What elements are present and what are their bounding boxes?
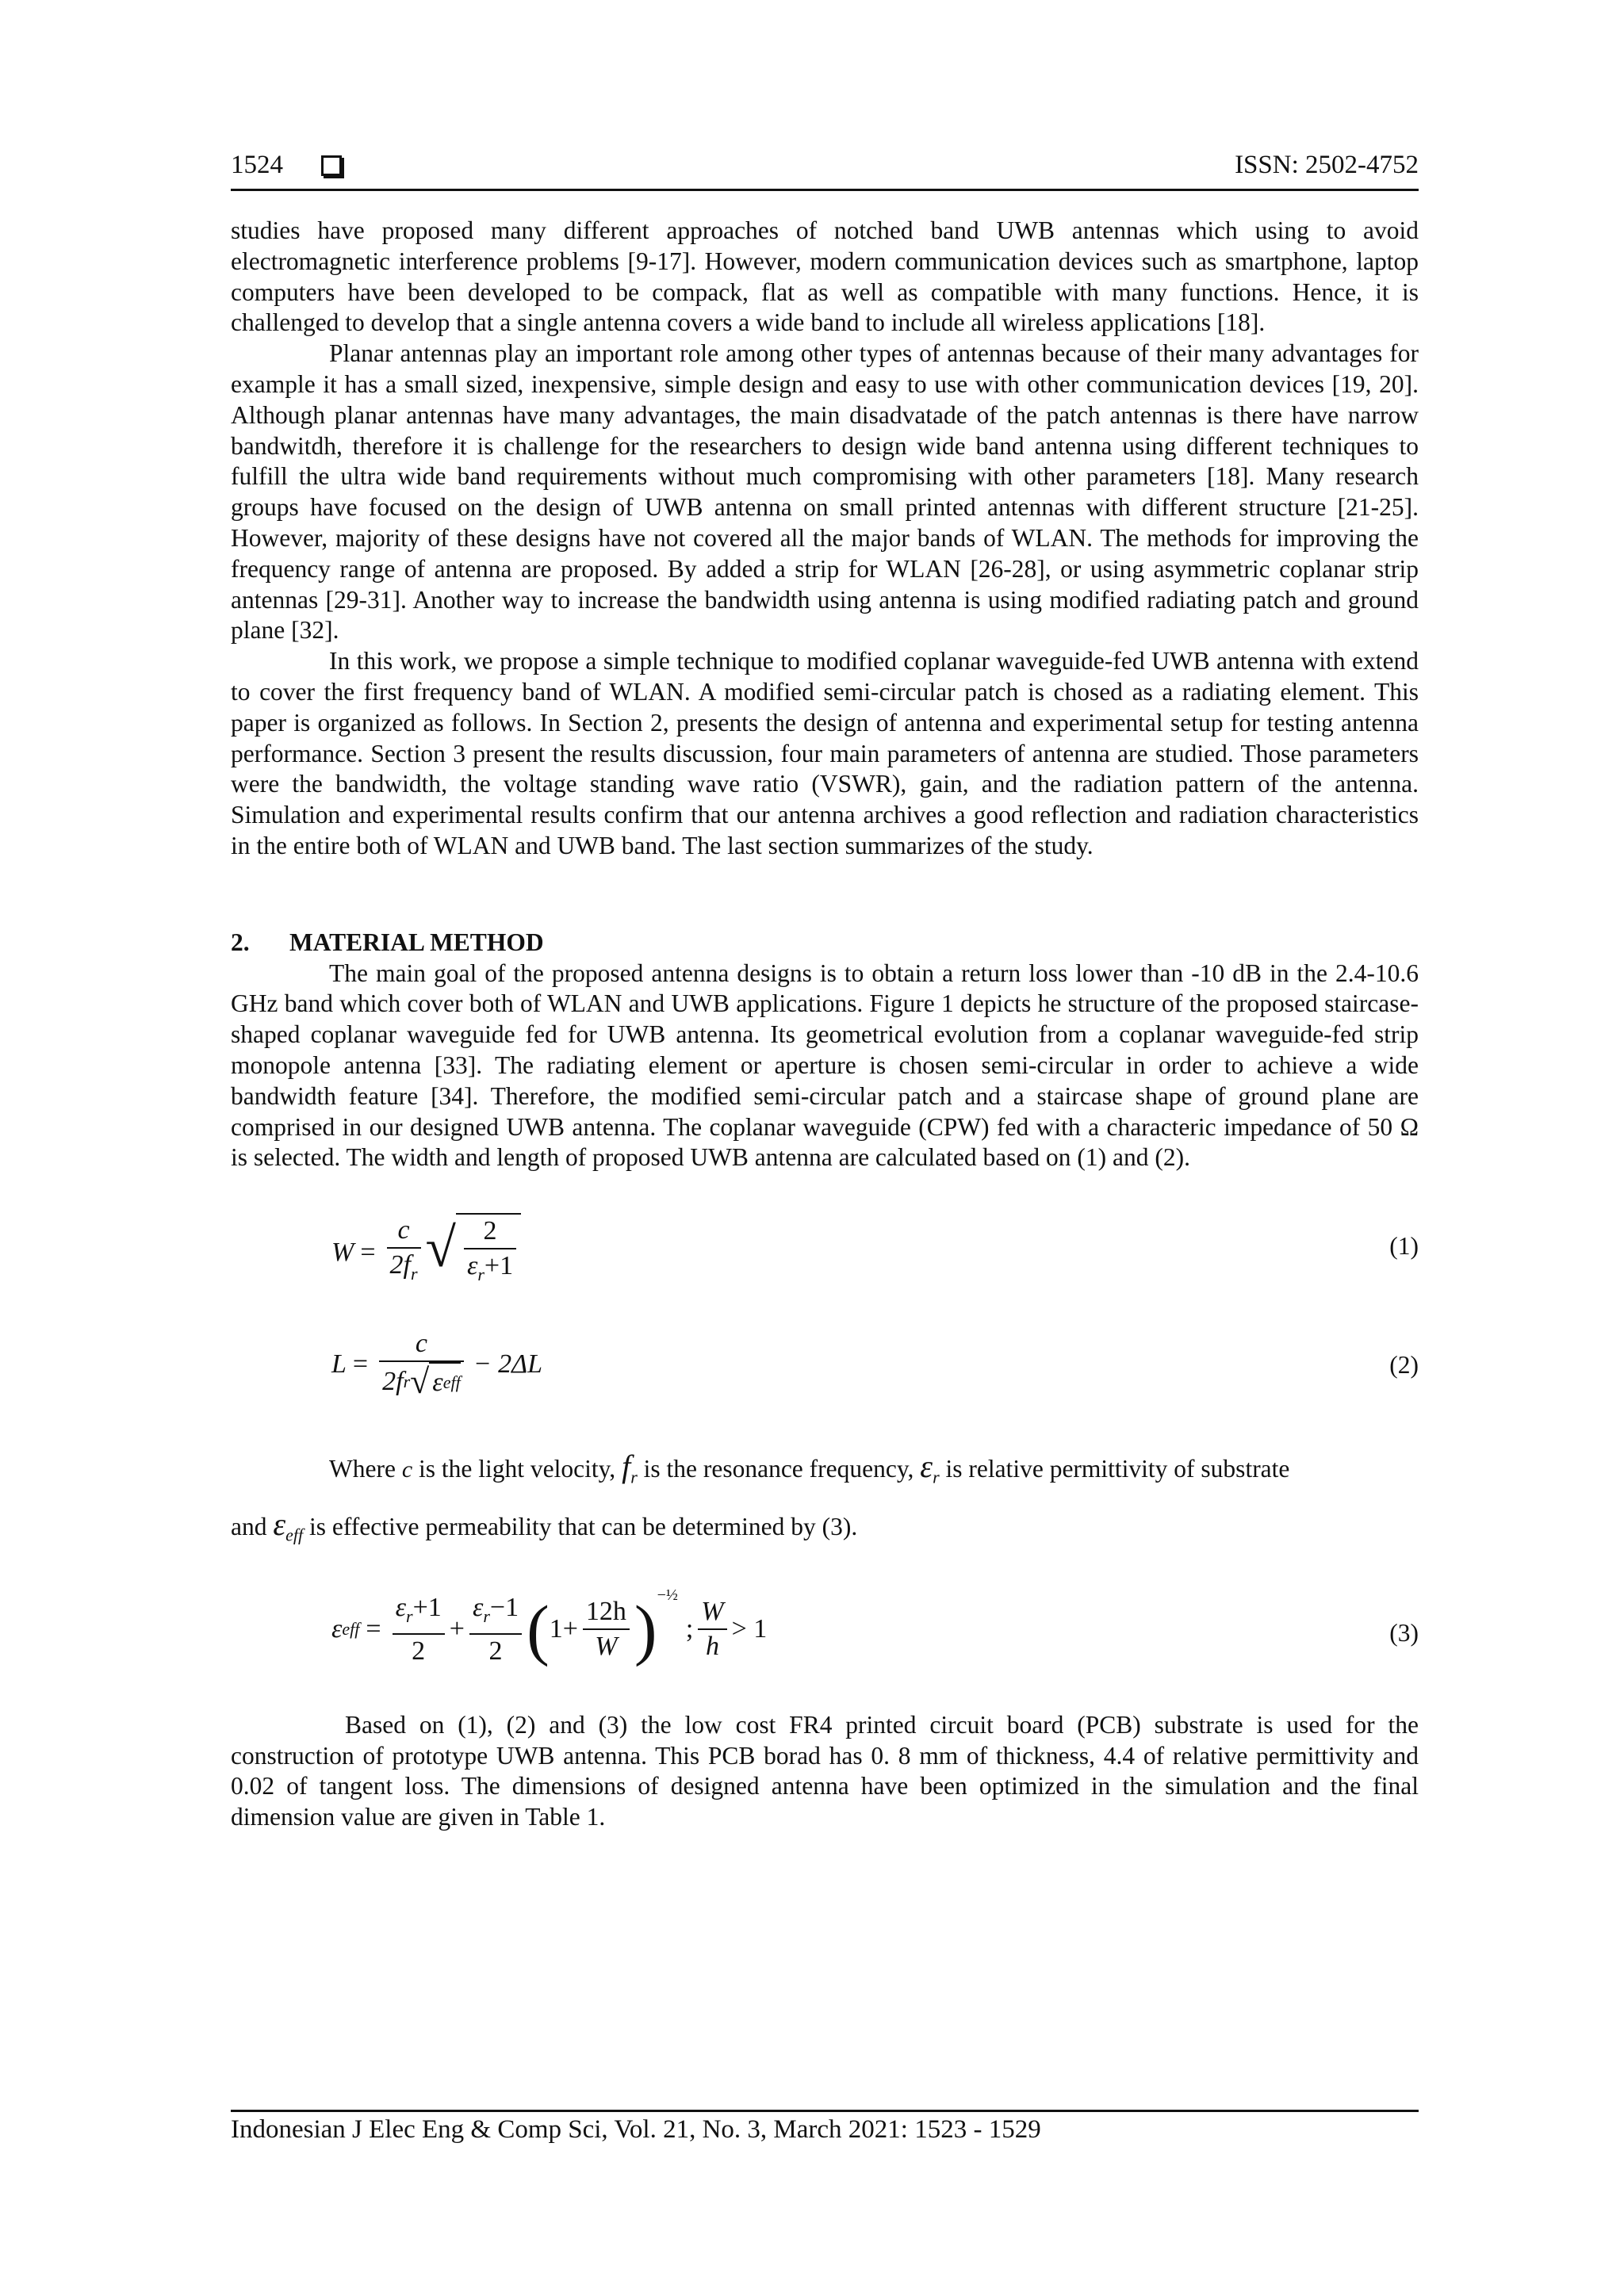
equation-1-label: (1) xyxy=(1389,1232,1419,1261)
issn: ISSN: 2502-4752 xyxy=(1235,151,1419,179)
eq3-lhs: ε xyxy=(331,1614,343,1644)
equation-3-body xyxy=(331,1586,768,1668)
paragraph-7: Based on (1), (2) and (3) the low cost FR4 printed circuit board (PCB) substrate is used for the construction of prototype UWB antenna. This PCB borad has 0. 8 mm of thickness, 4.4 of relative permittivity and 0.02 of tangent loss. The dimensions of designed antenna have been optimized in the simulation and the final dimension value are given in Table 1. xyxy=(231,1710,1419,1831)
eq3-fraction-1 xyxy=(393,1591,445,1668)
eq3-cond-num: W xyxy=(701,1597,724,1627)
eq2-lhs: L xyxy=(331,1349,347,1380)
p5-relative-permittivity: is relative permittivity of substrate xyxy=(945,1455,1290,1483)
eq1-lhs: W xyxy=(331,1237,354,1267)
page-header xyxy=(231,151,1419,190)
eq3-f1-tail: +1 xyxy=(412,1592,442,1622)
eq2-tail: − 2ΔL xyxy=(473,1349,542,1380)
eq3-cond-tail: > 1 xyxy=(731,1614,768,1644)
p5-where: Where xyxy=(329,1455,396,1483)
eq2-den-text: 2f xyxy=(382,1367,404,1397)
right-paren-icon: ) xyxy=(634,1591,657,1668)
eq3-semicolon: ; xyxy=(685,1614,694,1644)
left-paren-icon: ( xyxy=(527,1591,550,1668)
eq3-inner-fraction xyxy=(583,1595,630,1663)
eq2-equals: = xyxy=(352,1349,369,1380)
eq2-sqrt xyxy=(410,1362,461,1402)
eq1-sqrt-den-tail: +1 xyxy=(484,1251,514,1281)
paragraph-3: In this work, we propose a simple technique to modified coplanar waveguide-fed UWB antenna with extend to cover the first frequency band of WLAN. A modified semi-circular patch is chosed as a radiating element. This paper is organized as follows. In Section 2, presents the design of antenna and experimental setup for testing antenna performance. Section 3 present the results discussion, four main parameters of antenna are studied. Those parameters were the bandwidth, the voltage standing wave ratio (VSWR), gain, and the radiation pattern of the antenna. Simulation and experimental results confirm that our antenna archives a good reflection and radiation characteristics in the entire both of WLAN and UWB band. The last section summarizes of the study. xyxy=(231,647,1419,859)
sqrt-icon: √ xyxy=(410,1362,430,1402)
eq1-sqrt-den xyxy=(464,1249,516,1292)
page-number: 1524 xyxy=(231,151,283,179)
eq1-denominator xyxy=(387,1249,421,1291)
eq2-numerator: c xyxy=(415,1329,427,1359)
eq1-den-text: 2f xyxy=(389,1250,411,1280)
p5-f-sub: r xyxy=(630,1467,638,1487)
eq3-inner-one: 1+ xyxy=(549,1614,578,1644)
eq1-numerator: c xyxy=(397,1215,410,1246)
eq3-f2-sub: r xyxy=(483,1605,490,1626)
paragraph-6 xyxy=(231,1501,1419,1559)
p5-resonance: is the resonance frequency, xyxy=(643,1455,914,1483)
equation-2-label: (2) xyxy=(1389,1351,1419,1380)
eq2-fraction xyxy=(379,1327,464,1402)
equation-3-label: (3) xyxy=(1389,1618,1419,1647)
p5-eps-sub: r xyxy=(933,1467,940,1487)
eq3-f2-num xyxy=(469,1591,522,1633)
sqrt-icon: √ xyxy=(425,1218,456,1280)
eq1-den-sub: r xyxy=(410,1263,418,1284)
header-rule xyxy=(231,189,1419,191)
eq3-lhs-sub: eff xyxy=(342,1619,360,1640)
p5-eps: ε xyxy=(920,1448,933,1485)
eq1-equals: = xyxy=(360,1237,376,1267)
eq3-f2-tail: −1 xyxy=(489,1592,519,1622)
paragraph-1: studies have proposed many different approaches of notched band UWB antennas which using to avoid electromagnetic interference problems [9-17]. However, modern communication devices such as smartphone, laptop computers have been developed to be compack, flat as well as compatible with many functions. Hence, it is challenged to develop that a single antenna covers a wide band to include all wireless applications [18]. xyxy=(231,216,1419,337)
p5-c: c xyxy=(401,1456,413,1483)
eq1-sqrt xyxy=(426,1213,522,1292)
eq3-inner-den: W xyxy=(595,1632,618,1662)
article-body xyxy=(231,216,1419,1833)
eq2-sqrt-eps: ε xyxy=(432,1368,443,1398)
eq3-inner-num-text: 12h xyxy=(585,1597,626,1627)
equation-2-body xyxy=(331,1327,542,1402)
eq3-f1-sub: r xyxy=(406,1605,413,1626)
eq3-fraction-2 xyxy=(469,1591,522,1668)
eq3-cond-den: h xyxy=(705,1632,719,1662)
eq1-sqrt-inside xyxy=(456,1213,521,1292)
equation-1 xyxy=(231,1205,1419,1300)
section-title: MATERIAL METHOD xyxy=(289,928,544,956)
eq1-sqrt-den-eps: ε xyxy=(466,1251,478,1281)
eq3-f1-num xyxy=(393,1591,445,1633)
equation-1-body xyxy=(331,1213,521,1292)
section-number: 2. xyxy=(231,928,250,956)
eq1-fraction xyxy=(387,1214,421,1291)
paragraph-5 xyxy=(231,1443,1419,1501)
eq2-denominator xyxy=(379,1362,464,1402)
footer-rule xyxy=(231,2110,1419,2112)
footer-citation: Indonesian J Elec Eng & Comp Sci, Vol. 21, No. 3, March 2021: 1523 - 1529 xyxy=(231,2115,1041,2144)
eq1-sqrt-fraction xyxy=(464,1215,516,1292)
p6-effective-permeability: is effective permeability that can be determined by (3). xyxy=(309,1513,858,1541)
eq2-den-sub: r xyxy=(403,1372,411,1392)
eq3-f2-den: 2 xyxy=(488,1636,503,1666)
eq2-sqrt-inside xyxy=(429,1362,460,1402)
eq3-f1-eps: ε xyxy=(395,1592,406,1622)
p6-eps-sub: eff xyxy=(285,1525,304,1545)
equation-2 xyxy=(231,1316,1419,1427)
p6-and: and xyxy=(231,1513,267,1541)
eq1-sqrt-den-sub: r xyxy=(477,1264,485,1284)
eq1-sqrt-num: 2 xyxy=(483,1216,497,1246)
paragraph-4: The main goal of the proposed antenna designs is to obtain a return loss lower than -10 dB in the 2.4-10.6 GHz band which cover both of WLAN and UWB applications. Figure 1 depicts he structure of the proposed staircase-shaped coplanar waveguide fed for UWB antenna. Its geometrical evolution from a coplanar waveguide-fed strip monopole antenna [33]. The radiating element or aperture is chosen semi-circular in order to achieve a wide bandwidth feature [34]. Therefore, the modified semi-circular patch and a staircase shape of ground plane are comprised in our designed UWB antenna. The coplanar waveguide (CPW) fed with a characteric impedance of 50 Ω is selected. The width and length of proposed UWB antenna are calculated based on (1) and (2). xyxy=(231,959,1419,1172)
eq3-equals: = xyxy=(366,1614,381,1644)
p5-f: f xyxy=(622,1448,631,1485)
equation-3 xyxy=(231,1575,1419,1694)
checkbox-square-icon xyxy=(321,155,342,176)
eq3-plus: + xyxy=(449,1614,465,1644)
eq3-f1-den: 2 xyxy=(412,1636,426,1666)
section-heading xyxy=(231,928,1419,959)
p5-light-velocity: is the light velocity, xyxy=(419,1455,616,1483)
eq3-f2-eps: ε xyxy=(472,1592,484,1622)
p6-eps: ε xyxy=(273,1506,286,1543)
paragraph-2: Planar antennas play an important role among other types of antennas because of their many advantages for example it has a small sized, inexpensive, simple design and easy to use with other communication devices [19, 20]. Although planar antennas have many advantages, the main disadvatade of the patch antennas is there have narrow bandwitdh, therefore it is challenge for the researchers to design wide band antenna using different techniques to fulfill the ultra wide band requirements without much compromising with other parameters [18]. Many research groups have focused on the design of UWB antenna on small printed antennas with different structure [21-25]. However, majority of these designs have not covered all the major bands of WLAN. The methods for improving the frequency range of antenna are proposed. By added a strip for WLAN [26-28], or using asymmetric coplanar strip antennas [29-31]. Another way to increase the bandwidth using antenna is using modified radiating patch and ground plane [32]. xyxy=(231,339,1419,645)
eq3-inner-num xyxy=(583,1595,630,1628)
eq3-cond-fraction xyxy=(698,1595,726,1663)
eq3-exponent: −½ xyxy=(657,1586,678,1604)
eq2-sqrt-sub: eff xyxy=(442,1372,461,1393)
